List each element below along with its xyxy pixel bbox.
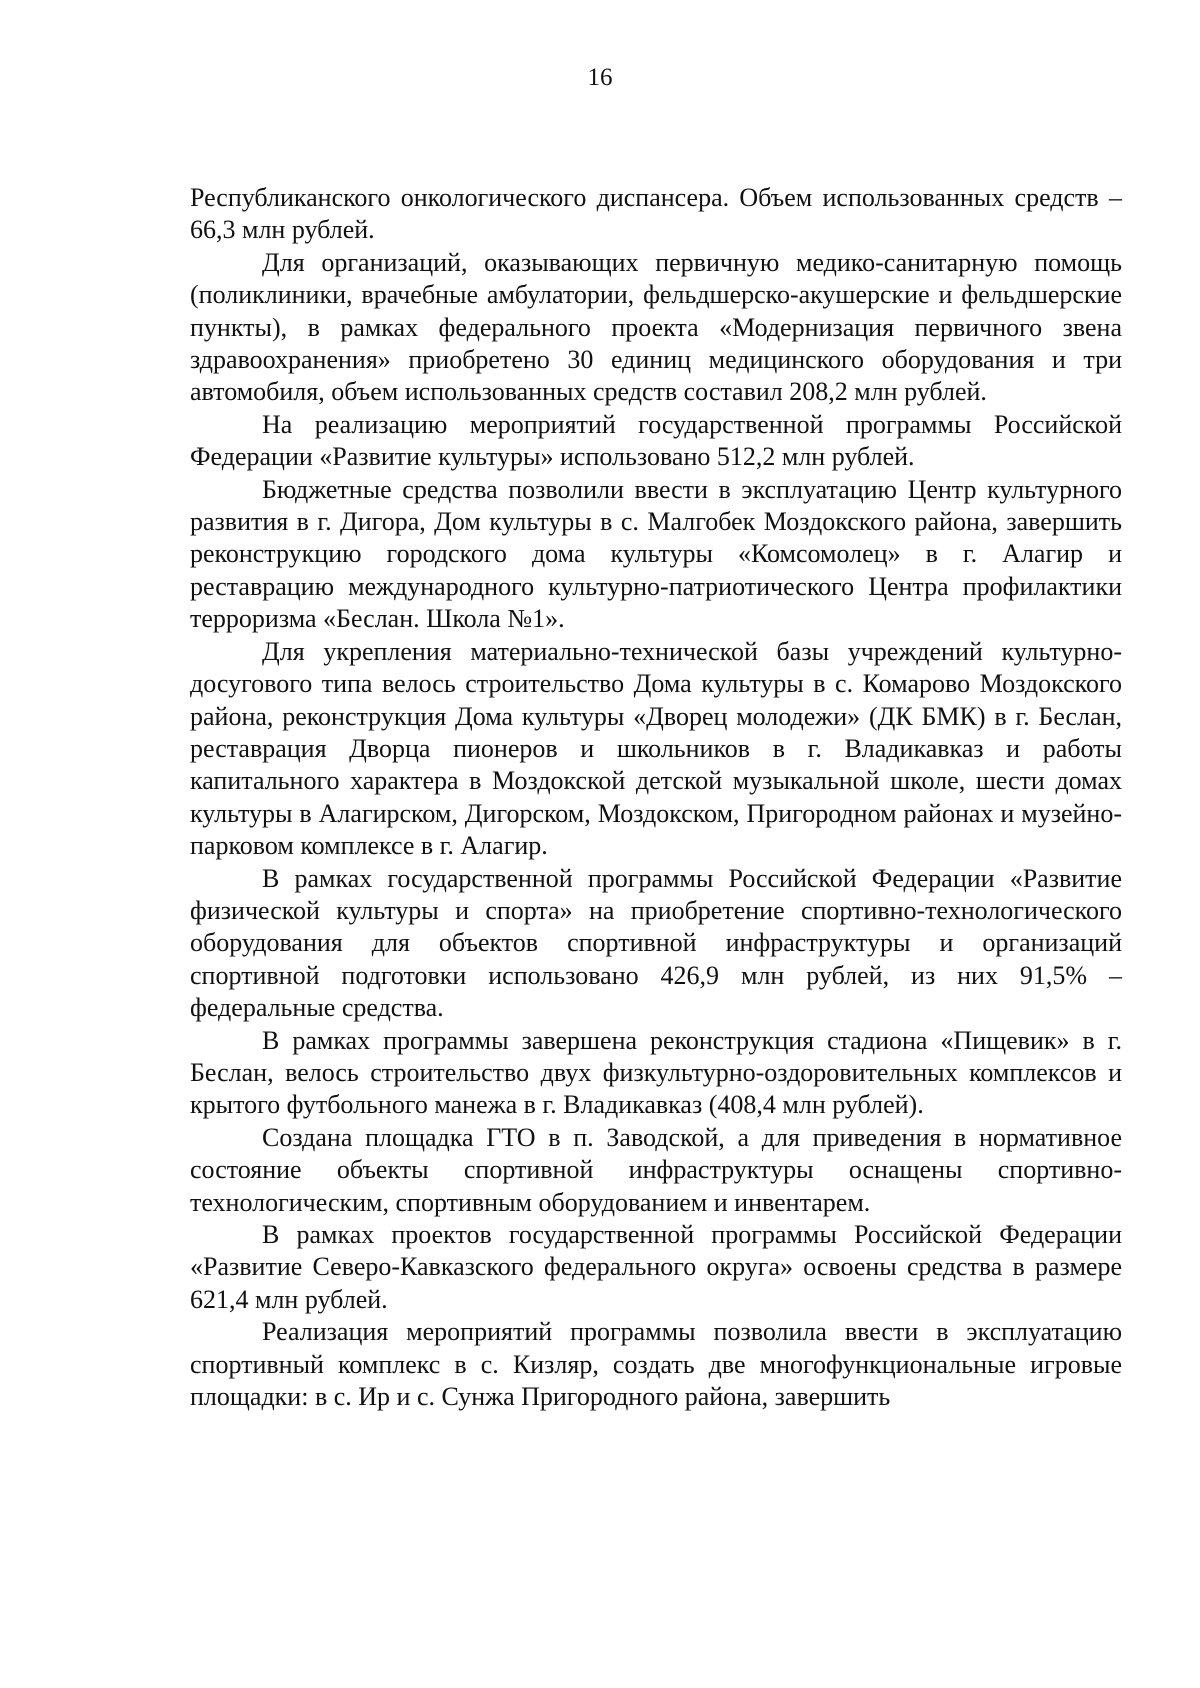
paragraph: Для организаций, оказывающих первичную медико-санитарную помощь (поликлиники, врачебные амбулатории, фельдшерско-акушерские и фельдшерские пункты), в рамках федерального проекта «Модернизация первичного звена здравоохранения» приобретено 30 единиц медицинского оборудования и три автомобиля, объем использованных средств составил 208,2 млн рублей. <box>190 247 1122 407</box>
paragraph: Бюджетные средства позволили ввести в эксплуатацию Центр культурного развития в г. Дигора, Дом культуры в с. Малгобек Моздокского района, завершить реконструкцию городского дома культуры «Комсомолец» в г. Алагир и реставрацию международного культурно-патриотического Центра профилактики терроризма «Беслан. Школа №1». <box>190 474 1122 634</box>
paragraph: Реализация мероприятий программы позволила ввести в эксплуатацию спортивный комплекс в с. Кизляр, создать две многофункциональные игровые площадки: в с. Ир и с. Сунжа Пригородного района, завершить <box>190 1317 1122 1412</box>
paragraph: В рамках проектов государственной программы Российской Федерации «Развитие Северо-Кавказского федерального округа» освоены средства в размере 621,4 млн рублей. <box>190 1220 1122 1314</box>
page-number: 16 <box>587 64 613 91</box>
paragraph: Создана площадка ГТО в п. Заводской, а для приведения в нормативное состояние объекты спортивной инфраструктуры оснащены спортивно-технологическим, спортивным оборудованием и инвентарем. <box>190 1122 1122 1217</box>
paragraph: Республиканского онкологического диспансера. Объем использованных средств – 66,3 млн рублей. <box>190 183 1122 245</box>
paragraph: В рамках государственной программы Российской Федерации «Развитие физической культуры и спорта» на приобретение спортивно-технологического оборудования для объектов спортивной инфраструктуры и организаций спортивной подготовки использовано 426,9 млн рублей, из них 91,5% – федеральные средства. <box>190 863 1122 1023</box>
paragraph: В рамках программы завершена реконструкция стадиона «Пищевик» в г. Беслан, велось строительство двух физкультурно-оздоровительных комплексов и крытого футбольного манежа в г. Владикавказ (408,4 млн рублей). <box>190 1025 1122 1120</box>
paragraph: Для укрепления материально-технической базы учреждений культурно-досугового типа велось строительство Дома культуры в с. Комарово Моздокского района, реконструкция Дома культуры «Дворец молодежи» (ДК БМК) в г. Беслан, реставрация Дворца пионеров и школьников в г. Владикавказ и работы капитального характера в Моздокской детской музыкальной школе, шести домах культуры в Алагирском, Дигорском, Моздокском, Пригородном районах и музейно-парковом комплексе в г. Алагир. <box>190 636 1122 861</box>
paragraph: На реализацию мероприятий государственной программы Российской Федерации «Развитие культуры» использовано 512,2 млн рублей. <box>190 409 1122 472</box>
document-body <box>190 182 1122 1413</box>
